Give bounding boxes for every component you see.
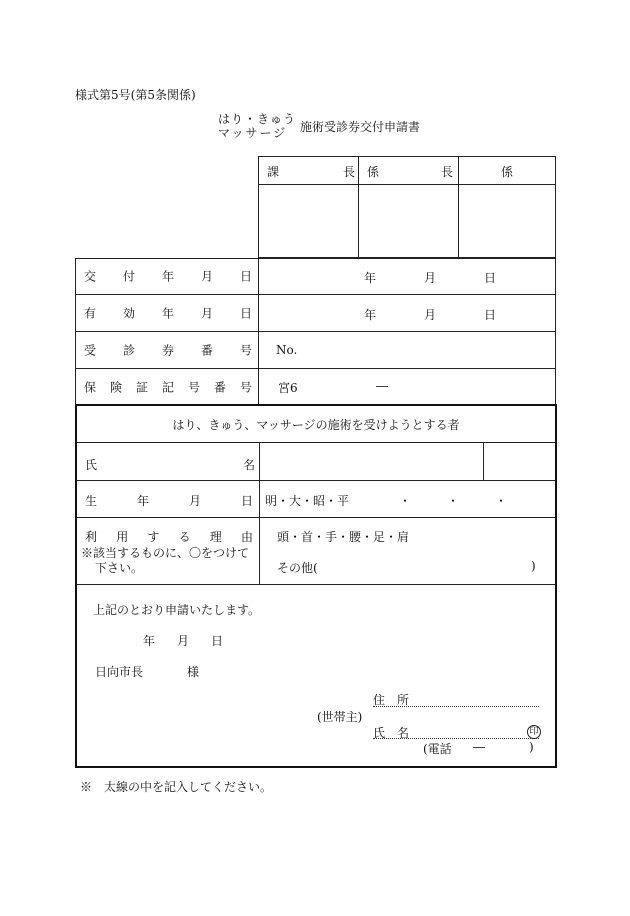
insurance-number-label: 保 険 証 記 号 番 号: [76, 369, 259, 404]
stamp-header-kakaricho: 係 長: [359, 157, 459, 185]
valid-date-label: 有 効 年 月 日: [76, 295, 259, 331]
birth-date-field[interactable]: 明・大・昭・平 ・ ・ ・: [265, 494, 508, 508]
declaration-year: 年: [143, 634, 156, 648]
ticket-number-field[interactable]: No.: [276, 343, 298, 357]
reason-note: ※該当するものに、〇をつけて: [81, 546, 250, 560]
valid-date-field[interactable]: 年 月 日: [364, 308, 497, 322]
reason-note-2: 下さい。: [95, 561, 144, 575]
address-field[interactable]: [373, 706, 539, 707]
declaration-month: 月: [177, 634, 190, 648]
name-field[interactable]: [261, 443, 483, 480]
title-line1: はり・きゅう: [218, 112, 297, 126]
phone-close: ): [529, 740, 534, 754]
insurance-number-row: [75, 369, 556, 405]
applicant-heading: はり、きゅう、マッサージの施術を受けようとする者: [172, 418, 460, 432]
addressee-sama: 様: [187, 665, 200, 679]
birth-date-label: 生 年 月 日: [85, 494, 253, 508]
phone-dash: ―: [473, 740, 485, 754]
stamp-cell-kacho[interactable]: [259, 185, 358, 257]
stamp-cell-kakaricho[interactable]: [359, 185, 458, 257]
form-number: 様式第5号(第5条関係): [75, 88, 196, 102]
valid-date-row: [75, 295, 556, 332]
signature-field[interactable]: [373, 738, 539, 739]
issue-date-label: 交 付 年 月 日: [76, 258, 259, 294]
reason-other[interactable]: その他(: [277, 561, 318, 575]
name-extra-field[interactable]: [485, 443, 555, 480]
issue-date-field[interactable]: 年 月 日: [364, 271, 497, 285]
page-title: 施術受診券交付申請書: [300, 120, 421, 134]
phone-field[interactable]: [467, 740, 523, 756]
issue-date-row: [75, 258, 556, 295]
reason-label: 利 用 す る 理 由: [85, 530, 253, 544]
declaration-statement: 上記のとおり申請いたします。: [93, 603, 261, 617]
name-label-last: 名: [243, 458, 256, 472]
approval-stamp-box: [258, 156, 556, 258]
declaration-day: 日: [211, 634, 224, 648]
name-label-first: 氏: [85, 458, 98, 472]
title-line2: マッサージ: [218, 126, 288, 140]
reason-other-close: ): [531, 559, 536, 573]
stamp-header-kakari: 係: [459, 157, 555, 185]
ticket-number-row: [75, 332, 556, 369]
name-signature-label: 氏 名: [373, 726, 410, 740]
applicant-section: [75, 404, 557, 768]
phone-label: (電話: [423, 742, 452, 756]
stamp-cell-kakari[interactable]: [459, 185, 555, 257]
footnote: ※ 太線の中を記入してください。: [80, 780, 273, 794]
addressee: 日向市長: [95, 665, 144, 679]
reason-options[interactable]: 頭・首・手・腰・足・肩: [277, 530, 410, 544]
head-of-household-label: (世帯主): [317, 710, 363, 724]
insurance-number-field[interactable]: 宮6 ―: [278, 379, 388, 395]
address-label: 住 所: [373, 693, 410, 707]
ticket-number-label: 受 診 券 番 号: [76, 332, 259, 368]
seal-mark: 印: [527, 723, 541, 739]
stamp-header-kacho: 課 長: [259, 157, 359, 185]
